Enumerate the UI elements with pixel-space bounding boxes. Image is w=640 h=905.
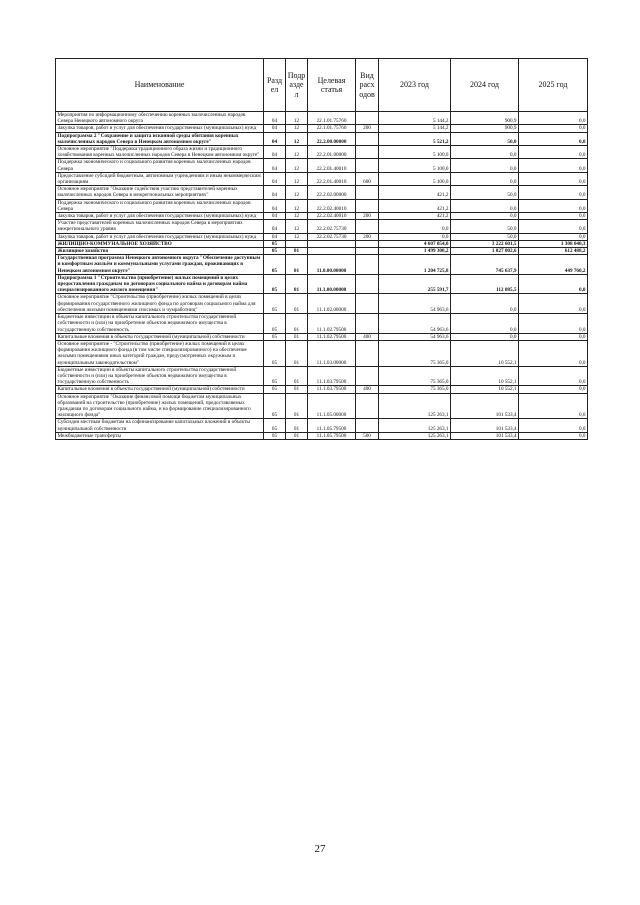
row-name: Подпрограмма 2 "Сохранение и защита исконной среды обитания коренных малочисленных народов Севера в Ненецком автономном округе": [56, 132, 264, 145]
amount-2023: 125 263,1: [379, 393, 451, 419]
amount-2023: 5 100,0: [379, 146, 451, 159]
row-name: Основное мероприятие "Оказание содействия участию представителей коренных малочисленных народов Севера в межрегиональных мероприятиях": [56, 186, 264, 199]
amount-2024: 50,0: [451, 186, 519, 199]
section-code: 04: [264, 132, 286, 145]
target-article: 22.2.02.75730: [308, 233, 356, 240]
row-name: Закупка товаров, работ и услуг для обеспечения государственных (муниципальных) нужд: [56, 125, 264, 132]
target-article: 11.1.03.00000: [308, 340, 356, 366]
target-article: 22.2.00.00000: [308, 132, 356, 145]
subsection-code: 12: [286, 213, 308, 220]
section-code: 04: [264, 186, 286, 199]
target-article: 22.1.01.75760: [308, 125, 356, 132]
table-row: [56, 432, 588, 439]
target-article: 11.1.05.00000: [308, 393, 356, 419]
row-name: Закупка товаров, работ и услуг для обеспечения государственных (муниципальных) нужд: [56, 233, 264, 240]
row-name: Жилищное хозяйство: [56, 248, 264, 255]
amount-2025: 0,0: [519, 199, 588, 212]
target-article: 11.1.03.79500: [308, 366, 356, 386]
section-code: 05: [264, 314, 286, 334]
header-expense-type: Вид расх одов: [356, 59, 379, 112]
amount-2024: 0,0: [451, 146, 519, 159]
expense-type: 400: [356, 333, 379, 340]
amount-2023: 0,0: [379, 220, 451, 233]
expense-type: [356, 393, 379, 419]
table-row: [56, 112, 588, 125]
row-name: Бюджетные инвестиции в объекты капитального строительства государственной собственности и (или) на приобретение объектов недвижимого имущества в государственную собственность: [56, 314, 264, 334]
expense-type: 200: [356, 233, 379, 240]
subsection-code: 12: [286, 220, 308, 233]
section-code: 04: [264, 125, 286, 132]
row-name: Основное мероприятие "Поддержка традиционного образа жизни и традиционного хозяйствования коренных малочисленных народов Севера в Ненецком автономном округе": [56, 146, 264, 159]
section-code: 05: [264, 386, 286, 393]
amount-2025: 0,0: [519, 340, 588, 366]
row-name: Закупка товаров, работ и услуг для обеспечения государственных (муниципальных) нужд: [56, 213, 264, 220]
amount-2023: 5 100,0: [379, 159, 451, 172]
section-code: 05: [264, 340, 286, 366]
target-article: 22.2.01.00000: [308, 146, 356, 159]
target-article: 22.2.02.75730: [308, 220, 356, 233]
amount-2024: 10 552,1: [451, 386, 519, 393]
row-name: Бюджетные инвестиции в объекты капитального строительства государственной собственности и (или) на приобретение объектов недвижимого имущества в государственную собственность: [56, 366, 264, 386]
subsection-code: 12: [286, 159, 308, 172]
row-name: Поддержка экономического и социального развития коренных малочисленных народов Севера: [56, 199, 264, 212]
amount-2024: 101 533,4: [451, 419, 519, 432]
amount-2024: 101 533,4: [451, 432, 519, 439]
row-name: ЖИЛИЩНО-КОММУНАЛЬНОЕ ХОЗЯЙСТВО: [56, 240, 264, 247]
expense-type: [356, 146, 379, 159]
expense-type: [356, 220, 379, 233]
row-name: Основное мероприятие "Строительство (приобретение) жилых помещений в целях формирования государственного жилищного фонда по договорам социального найма для обеспечения жилыми помещениями сносимых и чумработниц": [56, 294, 264, 314]
subsection-code: 01: [286, 340, 308, 366]
expense-type: [356, 112, 379, 125]
amount-2023: 75 365,0: [379, 386, 451, 393]
header-name: Наименование: [56, 59, 264, 112]
expense-type: 500: [356, 432, 379, 439]
amount-2025: 0,0: [519, 125, 588, 132]
amount-2025: 0,0: [519, 333, 588, 340]
amount-2023: 255 591,7: [379, 274, 451, 294]
amount-2024: 0,0: [451, 172, 519, 185]
section-code: 05: [264, 393, 286, 419]
amount-2023: 1 204 725,8: [379, 255, 451, 275]
table-row: [56, 125, 588, 132]
subsection-code: 01: [286, 314, 308, 334]
amount-2025: 0,0: [519, 432, 588, 439]
amount-2024: 0,0: [451, 213, 519, 220]
amount-2023: 75 365,0: [379, 340, 451, 366]
amount-2024: 0,0: [451, 314, 519, 334]
target-article: 22.2.01.40010: [308, 159, 356, 172]
amount-2023: 75 365,0: [379, 366, 451, 386]
section-code: 05: [264, 274, 286, 294]
row-name: Основное мероприятие "Оказание финансовой помощи бюджетам муниципальных образований на строительство (приобретение) жилых помещений, предоставляемых гражданам по договорам социального найма, и на формирование специализированного жилищного фонда": [56, 393, 264, 419]
amount-2024: 900,9: [451, 125, 519, 132]
target-article: 11.1.02.79500: [308, 314, 356, 334]
amount-2025: 0,0: [519, 233, 588, 240]
section-code: 05: [264, 419, 286, 432]
amount-2025: 0,0: [519, 294, 588, 314]
amount-2025: 0,0: [519, 386, 588, 393]
row-name: Предоставление субсидий бюджетным, автономным учреждениям и иным некоммерческим организациям: [56, 172, 264, 185]
section-code: 05: [264, 248, 286, 255]
amount-2025: 0,0: [519, 419, 588, 432]
amount-2023: 125 263,1: [379, 419, 451, 432]
section-code: 04: [264, 172, 286, 185]
subsection-code: 12: [286, 186, 308, 199]
row-name: Субсидии местным бюджетам на софинансирование капитальных вложений в объекты муниципальной собственности: [56, 419, 264, 432]
amount-2023: 4 607 054,0: [379, 240, 451, 247]
row-name: Подпрограмма 1 "Строительство (приобретение) жилых помещений в целях предоставления гражданам по договорам социального найма и договорам найма специализированного жилого помещения": [56, 274, 264, 294]
budget-table-page: [55, 58, 587, 440]
amount-2023: 54 963,6: [379, 314, 451, 334]
amount-2024: 1 027 002,6: [451, 248, 519, 255]
subsection-code: 01: [286, 419, 308, 432]
section-code: 05: [264, 432, 286, 439]
amount-2024: 101 533,4: [451, 393, 519, 419]
table-row: [56, 240, 588, 247]
table-row: [56, 233, 588, 240]
row-name: Государственная программа Ненецкого автономного округа "Обеспечение доступным и комфортным жильём и коммунальными услугами граждан, проживающих в Ненецком автономном округе": [56, 255, 264, 275]
row-name: Капитальные вложения в объекты государственной (муниципальной) собственности: [56, 386, 264, 393]
target-article: 22.2.02.40010: [308, 199, 356, 212]
target-article: 11.1.02.00000: [308, 294, 356, 314]
row-name: Капитальные вложения в объекты государственной (муниципальной) собственности: [56, 333, 264, 340]
target-article: [308, 248, 356, 255]
target-article: 11.1.02.79500: [308, 333, 356, 340]
amount-2025: 0,0: [519, 366, 588, 386]
expense-type: [356, 240, 379, 247]
table-row: [56, 274, 588, 294]
amount-2024: 50,0: [451, 132, 519, 145]
amount-2023: 5 100,0: [379, 172, 451, 185]
row-name: Межбюджетные трансферты: [56, 432, 264, 439]
subsection-code: 12: [286, 172, 308, 185]
section-code: 04: [264, 199, 286, 212]
target-article: [308, 240, 356, 247]
table-row: [56, 199, 588, 212]
row-name: Мероприятия по информационному обеспечению коренных малочисленных народов Севера Ненецкого автономного округа: [56, 112, 264, 125]
section-code: 05: [264, 255, 286, 275]
amount-2023: 5 521,2: [379, 132, 451, 145]
amount-2023: 54 963,6: [379, 294, 451, 314]
section-code: 04: [264, 146, 286, 159]
target-article: 22.2.01.40010: [308, 172, 356, 185]
expense-type: 200: [356, 213, 379, 220]
target-article: 22.2.02.00000: [308, 186, 356, 199]
section-code: 05: [264, 240, 286, 247]
section-code: 05: [264, 294, 286, 314]
table-row: [56, 366, 588, 386]
expense-type: [356, 248, 379, 255]
table-row: [56, 393, 588, 419]
expense-type: [356, 314, 379, 334]
subsection-code: 01: [286, 255, 308, 275]
section-code: 05: [264, 333, 286, 340]
subsection-code: 12: [286, 199, 308, 212]
header-section: Разд ел: [264, 59, 286, 112]
table-row: [56, 146, 588, 159]
amount-2023: 54 963,6: [379, 333, 451, 340]
table-body: [56, 112, 588, 440]
target-article: 11.1.05.79500: [308, 419, 356, 432]
table-row: [56, 159, 588, 172]
subsection-code: 01: [286, 248, 308, 255]
header-subsection: Подр азде л: [286, 59, 308, 112]
amount-2025: 0,0: [519, 314, 588, 334]
amount-2025: 0,0: [519, 146, 588, 159]
header-year-2023: 2023 год: [379, 59, 451, 112]
subsection-code: 12: [286, 132, 308, 145]
table-row: [56, 186, 588, 199]
table-row: [56, 248, 588, 255]
table-row: [56, 419, 588, 432]
header-target-article: Целевая статья: [308, 59, 356, 112]
table-row: [56, 333, 588, 340]
subsection-code: 12: [286, 146, 308, 159]
subsection-code: 01: [286, 333, 308, 340]
budget-table: [55, 58, 588, 440]
table-row: [56, 314, 588, 334]
expense-type: [356, 255, 379, 275]
amount-2024: 112 085,5: [451, 274, 519, 294]
amount-2024: 10 552,1: [451, 340, 519, 366]
amount-2025: 0,0: [519, 393, 588, 419]
amount-2024: 50,0: [451, 220, 519, 233]
table-row: [56, 172, 588, 185]
row-name: Поддержка экономического и социального развития коренных малочисленных народов Севера: [56, 159, 264, 172]
expense-type: 200: [356, 125, 379, 132]
subsection-code: 01: [286, 393, 308, 419]
amount-2025: 0,0: [519, 220, 588, 233]
amount-2025: 449 760,2: [519, 255, 588, 275]
expense-type: [356, 159, 379, 172]
target-article: 11.0.00.00000: [308, 255, 356, 275]
expense-type: [356, 199, 379, 212]
expense-type: [356, 132, 379, 145]
subsection-code: 01: [286, 294, 308, 314]
subsection-code: 12: [286, 233, 308, 240]
subsection-code: 01: [286, 432, 308, 439]
subsection-code: 01: [286, 386, 308, 393]
table-row: [56, 132, 588, 145]
section-code: 04: [264, 159, 286, 172]
amount-2024: 0,0: [451, 159, 519, 172]
amount-2025: 0,0: [519, 172, 588, 185]
table-row: [56, 340, 588, 366]
expense-type: 400: [356, 386, 379, 393]
target-article: 22.2.02.40010: [308, 213, 356, 220]
expense-type: [356, 340, 379, 366]
amount-2024: 0,0: [451, 294, 519, 314]
amount-2023: 0,0: [379, 233, 451, 240]
amount-2024: 745 637,9: [451, 255, 519, 275]
expense-type: [356, 274, 379, 294]
section-code: 05: [264, 366, 286, 386]
target-article: 11.1.03.79500: [308, 386, 356, 393]
subsection-code: 01: [286, 274, 308, 294]
amount-2024: 0,0: [451, 333, 519, 340]
amount-2024: 900,9: [451, 112, 519, 125]
expense-type: [356, 419, 379, 432]
amount-2023: 5 144,2: [379, 112, 451, 125]
amount-2023: 421,2: [379, 186, 451, 199]
amount-2023: 421,2: [379, 213, 451, 220]
subsection-code: 12: [286, 112, 308, 125]
amount-2025: 1 308 040,3: [519, 240, 588, 247]
amount-2025: 0,0: [519, 186, 588, 199]
subsection-code: 01: [286, 366, 308, 386]
amount-2023: 1 499 308,2: [379, 248, 451, 255]
table-row: [56, 294, 588, 314]
row-name: Участие представителей коренных малочисленных народов Севера в мероприятиях межрегионального уровня: [56, 220, 264, 233]
amount-2025: 0,0: [519, 213, 588, 220]
amount-2025: 0,0: [519, 159, 588, 172]
target-article: 11.1.05.79500: [308, 432, 356, 439]
subsection-code: 12: [286, 125, 308, 132]
target-article: 11.1.00.00000: [308, 274, 356, 294]
section-code: 04: [264, 213, 286, 220]
amount-2024: 10 552,1: [451, 366, 519, 386]
amount-2023: 5 144,2: [379, 125, 451, 132]
page-number: 27: [314, 843, 326, 855]
expense-type: 600: [356, 172, 379, 185]
amount-2023: 125 263,1: [379, 432, 451, 439]
header-year-2024: 2024 год: [451, 59, 519, 112]
header-year-2025: 2025 год: [519, 59, 588, 112]
amount-2023: 421,2: [379, 199, 451, 212]
table-row: [56, 386, 588, 393]
subsection-code: [286, 240, 308, 247]
amount-2025: 0,0: [519, 112, 588, 125]
amount-2025: 0,0: [519, 274, 588, 294]
table-header-row: [56, 59, 588, 112]
table-row: [56, 213, 588, 220]
amount-2024: 50,0: [451, 233, 519, 240]
target-article: 22.1.01.75760: [308, 112, 356, 125]
amount-2025: 612 488,2: [519, 248, 588, 255]
table-row: [56, 220, 588, 233]
section-code: 04: [264, 220, 286, 233]
table-row: [56, 255, 588, 275]
expense-type: [356, 366, 379, 386]
expense-type: [356, 186, 379, 199]
amount-2025: 0,0: [519, 132, 588, 145]
expense-type: [356, 294, 379, 314]
amount-2024: 0,0: [451, 199, 519, 212]
section-code: 04: [264, 112, 286, 125]
amount-2024: 3 222 601,5: [451, 240, 519, 247]
row-name: Основное мероприятие - "Строительство (приобретение) жилых помещений в целях формирования жилищного фонда (в том числе специализированного) на обеспечение жилыми помещениями иных категорий граждан, предусмотренных окружным и муниципальным законодательством": [56, 340, 264, 366]
section-code: 04: [264, 233, 286, 240]
